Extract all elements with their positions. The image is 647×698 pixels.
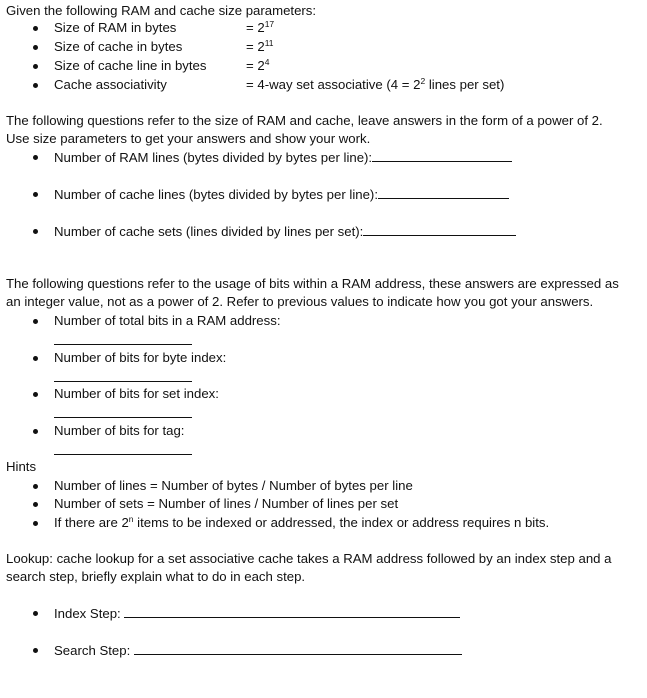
hint-item: Number of sets = Number of lines / Number of lines per set [54,496,399,511]
bullet-icon [33,502,38,507]
bullet-icon [33,429,38,434]
param-value: = $2^4$ [246,57,270,73]
param-label: Cache associativity [54,77,167,92]
param-label: Size of cache in bytes [54,39,183,54]
param-label: Size of RAM in bytes [54,20,177,35]
search-step: Search Step: [54,642,462,659]
bullet-icon [33,521,38,526]
bullet-icon [33,64,38,69]
question-total-bits: Number of total bits in a RAM address: [54,313,281,328]
section1-intro: Use size parameters to get your answers and show your work. [6,131,371,146]
param-value: = 4-way set associative ($4 = 2^2$ lines per set) [246,76,505,92]
param-value: = $2^{11}$ [246,38,274,54]
answer-blank[interactable] [54,454,192,455]
bullet-icon [33,319,38,324]
answer-blank[interactable] [124,605,460,618]
section2-intro: an integer value, not as a power of 2. Refer to previous values to indicate how you got your answers. [6,294,594,309]
param-label: Size of cache line in bytes [54,58,207,73]
answer-blank[interactable] [372,149,512,162]
answer-blank[interactable] [363,223,516,236]
bullet-icon [33,45,38,50]
bullet-icon [33,229,38,234]
answer-blank[interactable] [134,642,462,655]
section1-intro: The following questions refer to the size of RAM and cache, leave answers in the form of a power of 2. [6,113,603,128]
bullet-icon [33,356,38,361]
index-step: Index Step: [54,605,460,622]
intro-text: Given the following RAM and cache size parameters: [6,3,317,18]
bullet-icon [33,192,38,197]
question-set-index-bits: Number of bits for set index: [54,386,219,401]
bullet-icon [33,611,38,616]
bullet-icon [33,484,38,489]
bullet-icon [33,155,38,160]
section2-intro: The following questions refer to the usage of bits within a RAM address, these answers are expressed as [6,276,619,291]
answer-blank[interactable] [378,186,509,199]
question-tag-bits: Number of bits for tag: [54,423,185,438]
lookup-intro: Lookup: cache lookup for a set associative cache takes a RAM address followed by an index step and a [6,551,612,566]
bullet-icon [33,392,38,397]
hints-title: Hints [6,459,37,474]
bullet-icon [33,648,38,653]
question-byte-index-bits: Number of bits for byte index: [54,350,227,365]
bullet-icon [33,83,38,88]
answer-blank[interactable] [54,417,192,418]
hint-item: Number of lines = Number of bytes / Number of bytes per line [54,478,413,493]
answer-blank[interactable] [54,344,192,345]
question-ram-lines: Number of RAM lines (bytes divided by bytes per line): [54,149,512,166]
bullet-icon [33,26,38,31]
answer-blank[interactable] [54,381,192,382]
param-value: = $2^{17}$ [246,19,275,35]
lookup-intro: search step, briefly explain what to do in each step. [6,569,306,584]
question-cache-sets: Number of cache sets (lines divided by lines per set): [54,223,516,240]
question-cache-lines: Number of cache lines (bytes divided by bytes per line): [54,186,509,203]
hint-item: If there are 2$^n$ items to be indexed or addressed, the index or address requires n bits. [54,514,550,530]
